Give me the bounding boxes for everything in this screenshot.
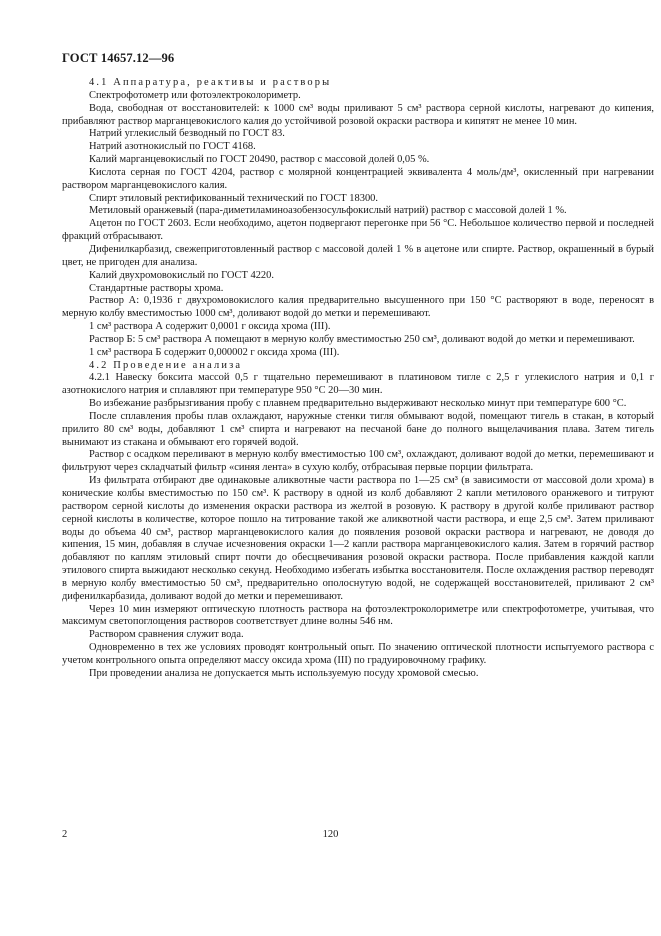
paragraph: Через 10 мин измеряют оптическую плотность раствора на фотоэлектроколориметре или спектрофотометре, учитывая, что максимум светопоглощения растворов соответствует длине волны 546 нм. xyxy=(62,603,654,628)
paragraph: Раствор А: 0,1936 г двухромовокислого калия предварительно высушенного при 150 °С растворяют в воде, переносят в мерную колбу вместимостью 1000 см³, доливают водой до метки и перемешивают. xyxy=(62,295,654,320)
paragraph: Дифенилкарбазид, свежеприготовленный раствор с массовой долей 1 % в ацетоне или спирте. Раствор, окрашенный в бурый цвет, не пригоден для анализа. xyxy=(62,243,654,268)
paragraph: 1 см³ раствора А содержит 0,0001 г оксида хрома (III). xyxy=(89,321,331,333)
paragraph: Ацетон по ГОСТ 2603. Если необходимо, ацетон подвергают перегонке при 56 °С. Небольшое количество первой и последней фракций отбрасывают. xyxy=(62,218,654,243)
paragraph: Из фильтрата отбирают две одинаковые аликвотные части раствора по 1—25 см³ (в зависимости от массовой доли хрома) в конические колбы вместимостью по 150 см³. К раствору в одной из колб добавляют 2 капли метилового оранжевого и титруют раствором серной кислоты до изменения окраски раствора из желтой в розовую. К раствору в другой колбе приливают раствор серной кислоты в количестве, которое пошло на титрование такой же аликвотной части раствора, и еще 2,5 см³. Затем приливают воды до объема 40 см³, раствор марганцевокислого калия до появления розовой окраски раствора и нагревают, не доводя до кипения, 15 мин, добавляя в случае исчезновения окраски 1—2 капли раствора марганцевокислого калия. Затем в горячий раствор добавляют по каплям этиловый спирт почти до обесцвечивания розовой окраски раствора. После прибавления каждой капли этилового спирта выжидают несколько секунд. Необходимо избегать избытка восстановителя. После охлаждения раствор переводят в мерную колбу вместимостью 50 см³, предварительно ополоснутую водой, не содержащей восстановителей, приливают 2 см³ дифенилкарбазида, доливают водой до метки и перемешивают. xyxy=(62,475,654,602)
paragraph: 4.2.1 Навеску боксита массой 0,5 г тщательно перемешивают в платиновом тигле с 2,5 г углекислого натрия и 0,1 г азотнокислого натрия и сплавляют при температуре 950 °С 20—30 мин. xyxy=(62,372,654,397)
paragraph: 1 см³ раствора Б содержит 0,000002 г оксида хрома (III). xyxy=(89,346,340,358)
paragraph: Во избежание разбрызгивания пробу с плавнем предварительно выдерживают несколько минут при температуре 600 °С. xyxy=(89,398,627,410)
paragraph: При проведении анализа не допускается мыть используемую посуду хромовой смесью. xyxy=(89,667,479,679)
document-body xyxy=(62,77,654,681)
sheet-number: 2 xyxy=(62,829,68,840)
paragraph: Натрий азотнокислый по ГОСТ 4168. xyxy=(89,141,256,153)
document-header: ГОСТ 14657.12—96 xyxy=(62,51,175,65)
paragraph: Спирт этиловый ректификованный технический по ГОСТ 18300. xyxy=(89,192,378,204)
paragraph: Раствором сравнения служит вода. xyxy=(89,629,244,641)
paragraph: Калий марганцевокислый по ГОСТ 20490, раствор с массовой долей 0,05 %. xyxy=(89,154,430,166)
page-number: 120 xyxy=(322,829,339,840)
paragraph: Калий двухромовокислый по ГОСТ 4220. xyxy=(89,269,274,281)
paragraph: Метиловый оранжевый (пара-диметиламиноазобензосульфокислый натрий) раствор с массовой долей 1 %. xyxy=(89,205,567,217)
paragraph: После сплавления пробы плав охлаждают, наружные стенки тигля обмывают водой, помещают тигель в стакан, в который прилито 80 см³ воды, добавляют 1 см³ спирта и нагревают на песчаной бане до полного выщелачивания плава. Затем тигель вынимают из стакана и обмывают его горячей водой. xyxy=(62,410,654,448)
paragraph: Вода, свободная от восстановителей: к 1000 см³ воды приливают 5 см³ раствора серной кислоты, нагревают до кипения, прибавляют раствор марганцевокислого калия до устойчивой розовой окраски раствора и кипятят не менее 10 мин. xyxy=(62,102,654,127)
paragraph: Раствор с осадком переливают в мерную колбу вместимостью 100 см³, охлаждают, доливают водой до метки, перемешивают и фильтруют через складчатый фильтр «синяя лента» в сухую колбу, отбрасывая первые порции фильтрата. xyxy=(62,449,654,474)
paragraph: Кислота серная по ГОСТ 4204, раствор с молярной концентрацией эквивалента 4 моль/дм³, окисленный при нагревании раствором марганцевокислого калия. xyxy=(62,166,654,191)
paragraph: Стандартные растворы хрома. xyxy=(89,282,224,294)
section-heading: 4.1 Аппаратура, реактивы и растворы xyxy=(89,77,332,88)
paragraph: Раствор Б: 5 см³ раствора А помещают в мерную колбу вместимостью 250 см³, доливают водой до метки и перемешивают. xyxy=(89,333,635,345)
paragraph: Натрий углекислый безводный по ГОСТ 83. xyxy=(89,128,285,140)
section-heading: 4.2 Проведение анализа xyxy=(89,359,243,371)
paragraph: Спектрофотометр или фотоэлектроколориметр. xyxy=(89,89,301,101)
paragraph: Одновременно в тех же условиях проводят контрольный опыт. По значению оптической плотности испытуемого раствора с учетом контрольного опыта определяют массу оксида хрома (III) по градуировочному графику. xyxy=(62,642,654,666)
